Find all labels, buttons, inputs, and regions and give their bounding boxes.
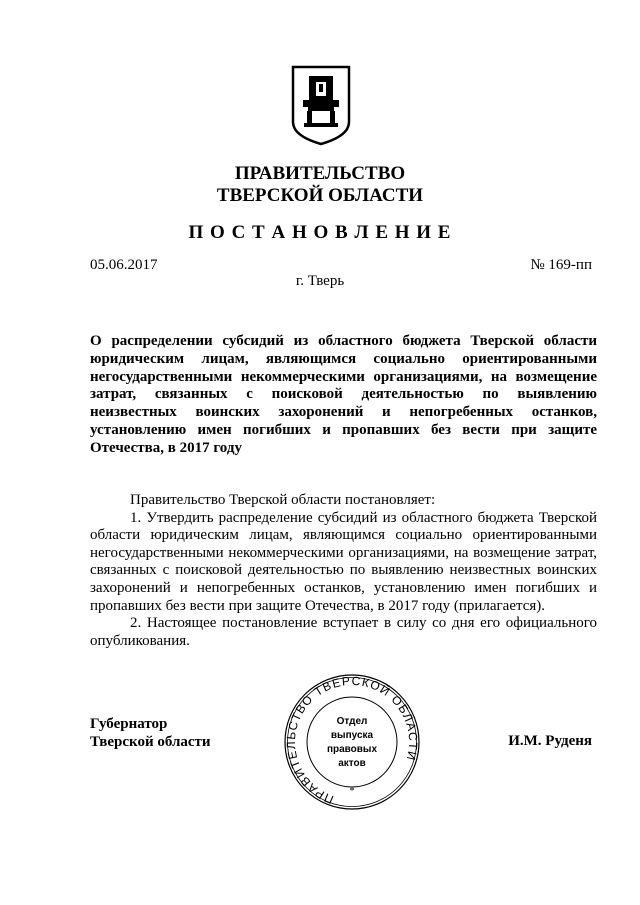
doc-type: П О С Т А Н О В Л Е Н И Е	[188, 222, 452, 243]
intro-paragraph: Правительство Тверской области постановляет:	[130, 492, 436, 508]
stamp-ring-text: ПРАВИТЕЛЬСТВО ТВЕРСКОЙ ОБЛАСТИ	[283, 673, 421, 807]
stamp-line-2: выпуска	[330, 730, 374, 741]
doc-city: г. Тверь	[295, 273, 345, 289]
official-stamp	[282, 672, 422, 812]
doc-body	[90, 492, 597, 650]
signatory-name: И.М. Руденя	[508, 733, 592, 749]
org-line-2: ТВЕРСКОЙ ОБЛАСТИ	[216, 185, 424, 206]
coat-of-arms-emblem	[290, 64, 352, 148]
item-1-paragraph: 1. Утвердить распределение субсидий из областного бюджета Тверской области юридическим лицам, являющимся социально ориентированными негосударственными некоммерческими организациями, на возмещение затрат, связанных с поисковой деятельностью по выявлению неизвестных воинских захоронений и непогребенных останков, установлению имен погибших и пропавших без вести при защите Отечества, в 2017 году (прилагается).	[90, 509, 597, 614]
item-2-paragraph: 2. Настоящее постановление вступает в силу со дня его официального опубликования.	[90, 615, 597, 649]
stamp-line-4: актов	[338, 758, 366, 769]
position-line-2: Тверской области	[90, 733, 211, 750]
doc-title: О распределении субсидий из областного бюджета Тверской области юридическим лицам, являющимся социально ориентированными негосударственными некоммерческими организациями, на возмещение затрат, связанных с поисковой деятельностью по выявлению неизвестных воинских захоронений и непогребенных останков, установлению имен погибших и пропавших без вести при защите Отечества, в 2017 году	[90, 333, 597, 456]
signatory-position	[90, 716, 211, 751]
org-name	[0, 163, 640, 207]
org-line-1: ПРАВИТЕЛЬСТВО	[234, 163, 406, 184]
svg-text:*: *	[349, 786, 355, 797]
stamp-line-3: правовых	[326, 744, 378, 755]
position-line-1: Губернатор	[90, 716, 168, 732]
doc-date: 05.06.2017	[90, 257, 158, 273]
doc-number: № 169-пп	[530, 257, 592, 273]
stamp-line-1: Отдел	[336, 716, 368, 727]
